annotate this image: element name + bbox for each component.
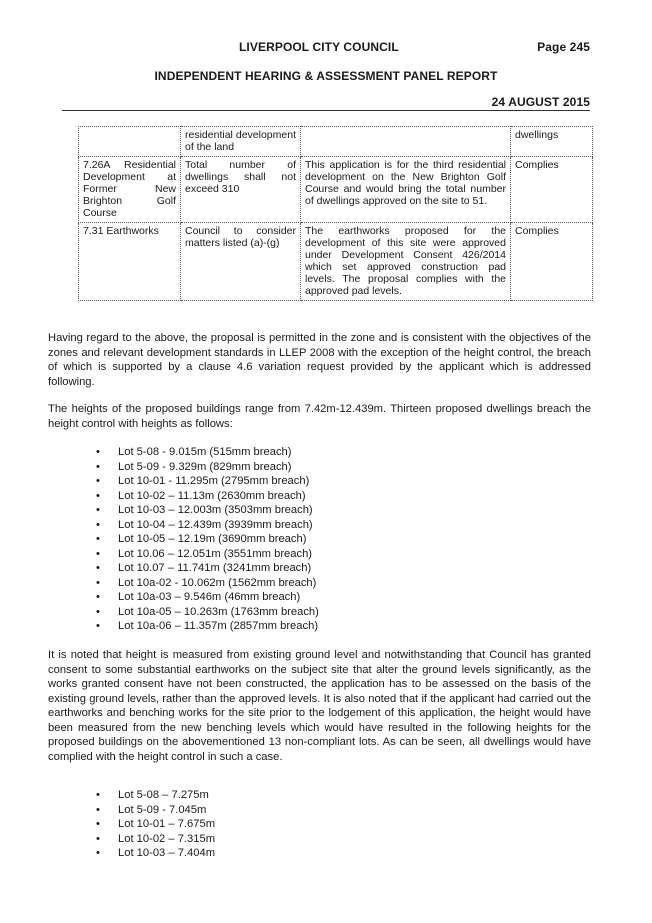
list-item: • Lot 10-01 – 7.675m: [118, 817, 215, 832]
table-row: [79, 127, 593, 157]
list-item: • Lot 10-02 – 7.315m: [118, 832, 215, 847]
list-item: • Lot 10-01 - 11.295m (2795mm breach): [118, 474, 319, 489]
table-cell-requirement: Total number of dwellings shall not exceed 310: [181, 157, 301, 223]
table-cell-comment: [301, 127, 511, 157]
list-item: • Lot 10-03 – 12.003m (3503mm breach): [118, 503, 319, 518]
list-item: • Lot 10.07 – 11.741m (3241mm breach): [118, 561, 319, 576]
list-item: • Lot 5-09 - 7.045m: [118, 803, 215, 818]
table-cell-clause: [79, 127, 181, 157]
report-title: INDEPENDENT HEARING & ASSESSMENT PANEL REPORT: [154, 69, 498, 83]
list-item: • Lot 10a-05 – 10.263m (1763mm breach): [118, 605, 319, 620]
list-item: • Lot 10a-06 – 11.357m (2857mm breach): [118, 619, 319, 634]
header-divider: [62, 110, 590, 111]
council-name: LIVERPOOL CITY COUNCIL: [239, 40, 399, 54]
table-cell-clause: 7.26A Residential Development at Former New Brighton Golf Course: [79, 157, 181, 223]
body-paragraph: It is noted that height is measured from existing ground level and notwithstanding that Council has granted consent to some substantial earthworks on the subject site that alter the ground levels significantly, as the works granted consent have not been constructed, the application has to be assessed on the basis of the existing ground levels, rather than the approved levels. It is also noted that if the applicant had carried out the earthworks and benching works for the site prior to the lodgement of this application, the height would have been measured from the new benching levels which would have resulted in the following heights for the proposed buildings on the abovementioned 13 non-compliant lots. As can be seen, all dwellings would have complied with the height control in such a case.: [48, 649, 591, 763]
height-breach-list: [78, 445, 319, 634]
list-item: • Lot 10-05 – 12.19m (3690mm breach): [118, 532, 319, 547]
body-paragraph: The heights of the proposed buildings range from 7.42m-12.439m. Thirteen proposed dwellings breach the height control with heights as follows:: [48, 403, 591, 430]
table-cell-status: dwellings: [511, 127, 593, 157]
list-item: • Lot 5-08 – 7.275m: [118, 788, 215, 803]
table-cell-requirement: Council to consider matters listed (a)-(g): [181, 223, 301, 301]
compliance-table: [78, 126, 593, 301]
list-item: • Lot 10a-02 - 10.062m (1562mm breach): [118, 576, 319, 591]
table-row: [79, 223, 593, 301]
body-paragraph: Having regard to the above, the proposal is permitted in the zone and is consistent with the objectives of the zones and relevant development standards in LLEP 2008 with the exception of the height control, the breach of which is supported by a clause 4.6 variation request provided by the applicant which is addressed following.: [48, 332, 591, 388]
table-cell-status: Complies: [511, 223, 593, 301]
list-item: • Lot 10-03 – 7.404m: [118, 846, 215, 861]
benched-height-list: [78, 788, 215, 861]
table-cell-comment: The earthworks proposed for the development of this site were approved under Development Consent 426/2014 which set approved construction pad levels. The proposal complies with the approved pad levels.: [301, 223, 511, 301]
page-number: Page 245: [537, 40, 590, 54]
table-row: [79, 157, 593, 223]
table-cell-comment: This application is for the third residential development on the New Brighton Golf Course and would bring the total number of dwellings approved on the site to 51.: [301, 157, 511, 223]
list-item: • Lot 10a-03 – 9.546m (46mm breach): [118, 590, 319, 605]
report-date: 24 AUGUST 2015: [491, 95, 590, 109]
table-cell-clause: 7.31 Earthworks: [79, 223, 181, 301]
list-item: • Lot 10-02 – 11.13m (2630mm breach): [118, 489, 319, 504]
table-cell-requirement: residential development of the land: [181, 127, 301, 157]
list-item: • Lot 10.06 – 12.051m (3551mm breach): [118, 547, 319, 562]
list-item: • Lot 5-09 - 9.329m (829mm breach): [118, 460, 319, 475]
list-item: • Lot 5-08 - 9.015m (515mm breach): [118, 445, 319, 460]
list-item: • Lot 10-04 – 12.439m (3939mm breach): [118, 518, 319, 533]
table-cell-status: Complies: [511, 157, 593, 223]
